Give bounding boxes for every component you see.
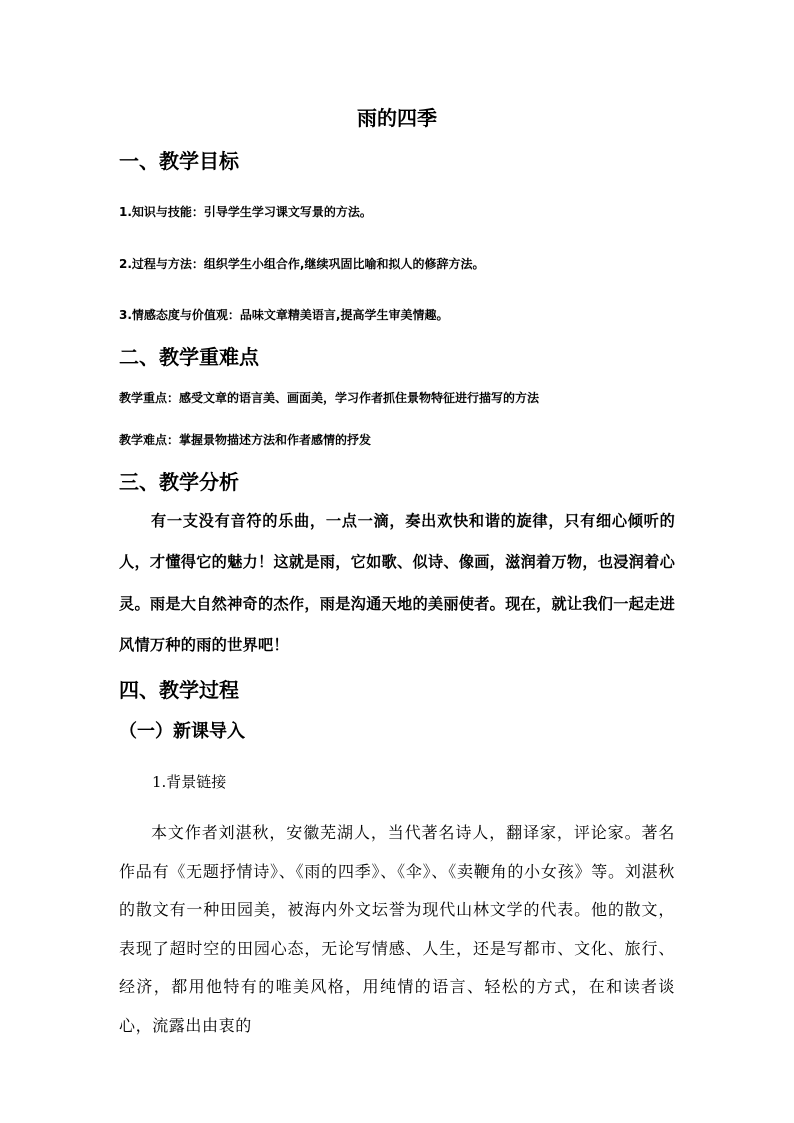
- difficult-point-text: 教学难点：掌握景物描述方法和作者感情的抒发: [119, 433, 372, 447]
- background-link-item: 1.背景链接: [152, 773, 227, 791]
- subsection-heading-lesson-intro: （一）新课导入: [119, 721, 245, 742]
- key-point-text: 教学重点：感受文章的语言美、画面美，学习作者抓住景物特征进行描写的方法: [119, 391, 540, 405]
- section-heading-teaching-process: 四、教学过程: [119, 678, 239, 702]
- document-title: 雨的四季: [357, 106, 437, 130]
- analysis-paragraph: 有一支没有音符的乐曲，一点一滴，奏出欢快和谐的旋律，只有细心倾听的人，才懂得它的魅力！这就是雨，它如歌、似诗、像画，滋润着万物，也浸润着心灵。雨是大自然神奇的杰作，雨是沟通天地的美丽使者。现在，就让我们一起走进风情万种的雨的世界吧！: [119, 512, 675, 654]
- objective-item-process: 2.过程与方法：组织学生小组合作,继续巩固比喻和拟人的修辞方法。: [119, 257, 485, 271]
- objective-item-emotion: 3.情感态度与价值观：品味文章精美语言,提高学生审美情趣。: [119, 308, 449, 322]
- objective-item-knowledge: 1.知识与技能：引导学生学习课文写景的方法。: [119, 205, 372, 219]
- section-heading-teaching-analysis: 三、教学分析: [119, 470, 239, 494]
- author-background-paragraph: 本文作者刘湛秋，安徽芜湖人，当代著名诗人，翻译家，评论家。著名作品有《无题抒情诗》、《雨的四季》、《伞》、《卖鞭角的小女孩》等。刘湛秋的散文有一种田园美，被海内外文坛誉为现代山林文学的代表。他的散文，表现了超时空的田园心态，无论写情感、人生，还是写都市、文化、旅行、经济，都用他特有的唯美风格，用纯情的语言、轻松的方式，在和读者谈心，流露出由衷的: [119, 823, 675, 1035]
- section-heading-key-difficult-points: 二、教学重难点: [119, 345, 259, 369]
- section-heading-teaching-objectives: 一、教学目标: [119, 149, 239, 173]
